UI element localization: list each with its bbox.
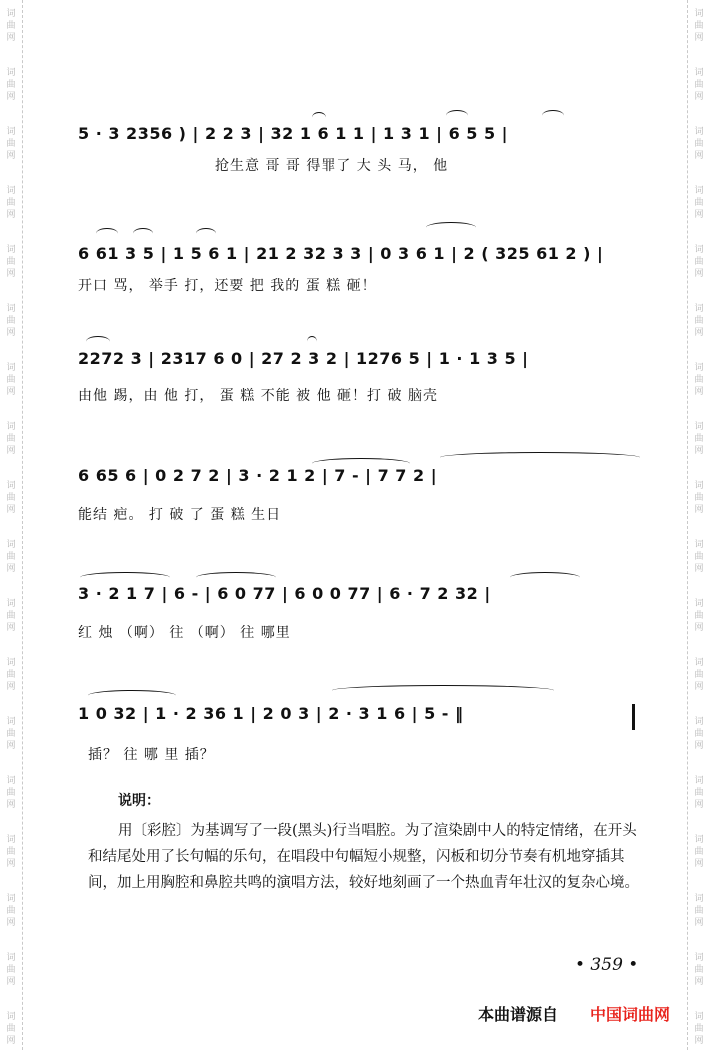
watermark-text: 词 曲 网 bbox=[6, 481, 16, 515]
watermark-text: 词 曲 网 bbox=[6, 953, 16, 987]
site-name-link[interactable]: 中国词曲网 bbox=[590, 1005, 671, 1024]
watermark-text: 词 曲 网 bbox=[6, 68, 16, 102]
watermark-text: 词 曲 网 bbox=[6, 422, 16, 456]
lyric-line: 由他 踢，由 他 打， 蛋 糕 不能 被 他 砸！打 破 脑壳 bbox=[78, 388, 438, 404]
watermark-text: 词 曲 网 bbox=[694, 1012, 704, 1046]
page-number: • 359 • bbox=[575, 955, 639, 975]
watermark-text: 词 曲 网 bbox=[6, 894, 16, 928]
slur-mark bbox=[196, 228, 216, 239]
watermark-text: 词 曲 网 bbox=[694, 894, 704, 928]
watermark-text: 词 曲 网 bbox=[694, 127, 704, 161]
slur-mark bbox=[133, 228, 153, 239]
slur-mark bbox=[88, 690, 176, 701]
watermark-text: 词 曲 网 bbox=[694, 304, 704, 338]
lyric-line: 能结 疤。 打 破 了 蛋 糕 生日 bbox=[78, 507, 282, 523]
numbered-notation-line: 1 0 32 | 1 · 2 36 1 | 2 0 3 | 2 · 3 1 6 | 5 - ‖ bbox=[78, 704, 464, 723]
numbered-notation-line: 5 · 3 2356 ) | 2 2 3 | 32 1 6 1 1 | 1 3 1 | 6 5 5 | bbox=[78, 124, 509, 143]
slur-mark bbox=[86, 336, 110, 347]
watermark-text: 词 曲 网 bbox=[6, 658, 16, 692]
source-label: 本曲谱源自 bbox=[478, 1005, 559, 1024]
watermark-text: 词 曲 网 bbox=[694, 9, 704, 43]
lyric-line: 开口 骂， 举手 打，还要 把 我的 蛋 糕 砸！ bbox=[78, 278, 377, 294]
watermark-text: 词 曲 网 bbox=[6, 304, 16, 338]
lyric-line: 抢生意 哥 哥 得罪了 大 头 马， 他 bbox=[215, 158, 449, 174]
slur-mark bbox=[440, 452, 640, 463]
slur-mark bbox=[312, 112, 326, 123]
slur-mark bbox=[307, 336, 317, 347]
thick-barline bbox=[632, 704, 635, 730]
watermark-text: 词 曲 网 bbox=[694, 186, 704, 220]
slur-mark bbox=[446, 110, 468, 121]
watermark-text: 词 曲 网 bbox=[6, 127, 16, 161]
slur-mark bbox=[96, 228, 118, 239]
left-watermark-strip bbox=[0, 0, 23, 1050]
watermark-text: 词 曲 网 bbox=[694, 599, 704, 633]
watermark-text: 词 曲 网 bbox=[6, 599, 16, 633]
watermark-text: 词 曲 网 bbox=[6, 835, 16, 869]
watermark-text: 词 曲 网 bbox=[694, 245, 704, 279]
slur-mark bbox=[80, 572, 170, 583]
explanation-title: 说明： bbox=[118, 793, 160, 809]
watermark-text: 词 曲 网 bbox=[694, 363, 704, 397]
slur-mark bbox=[312, 458, 410, 469]
watermark-text: 词 曲 网 bbox=[694, 481, 704, 515]
numbered-notation-line: 3 · 2 1 7 | 6 - | 6 0 77 | 6 0 0 77 | 6 · 7 2 32 | bbox=[78, 584, 491, 603]
watermark-text: 词 曲 网 bbox=[694, 68, 704, 102]
watermark-text: 词 曲 网 bbox=[694, 422, 704, 456]
watermark-text: 词 曲 网 bbox=[6, 540, 16, 574]
watermark-text: 词 曲 网 bbox=[694, 953, 704, 987]
slur-mark bbox=[510, 572, 580, 583]
watermark-text: 词 曲 网 bbox=[6, 245, 16, 279]
slur-mark bbox=[542, 110, 564, 121]
watermark-text: 词 曲 网 bbox=[694, 717, 704, 751]
watermark-text: 词 曲 网 bbox=[694, 776, 704, 810]
explanation-text: 用〔彩腔〕为基调写了一段(黑头)行当唱腔。为了渲染剧中人的特定情绪，在开头和结尾处用了长句幅的乐句，在唱段中句幅短小规整，闪板和切分节奏有机地穿插其间，加上用胸腔和鼻腔共鸣的演唱方法，较好地刻画了一个热血青年壮汉的复杂心境。 bbox=[88, 823, 639, 891]
watermark-text: 词 曲 网 bbox=[6, 717, 16, 751]
watermark-text: 词 曲 网 bbox=[6, 9, 16, 43]
slur-mark bbox=[196, 572, 276, 583]
numbered-notation-line: 6 65 6 | 0 2 7 2 | 3 · 2 1 2 | 7 - | 7 7 2 | bbox=[78, 466, 438, 485]
watermark-text: 词 曲 网 bbox=[694, 835, 704, 869]
watermark-text: 词 曲 网 bbox=[6, 186, 16, 220]
watermark-text: 词 曲 网 bbox=[694, 540, 704, 574]
numbered-notation-line: 2272 3 | 2317 6 0 | 27 2 3 2 | 1276 5 | 1 · 1 3 5 | bbox=[78, 349, 529, 368]
watermark-text: 词 曲 网 bbox=[6, 363, 16, 397]
lyric-line: 红 烛 （啊） 往 （啊） 往 哪里 bbox=[78, 625, 291, 641]
watermark-text: 词 曲 网 bbox=[6, 776, 16, 810]
right-watermark-strip bbox=[687, 0, 710, 1050]
slur-mark bbox=[332, 685, 554, 696]
watermark-text: 词 曲 网 bbox=[6, 1012, 16, 1046]
numbered-notation-line: 6 61 3 5 | 1 5 6 1 | 21 2 32 3 3 | 0 3 6 1 | 2 ( 325 61 2 ) | bbox=[78, 244, 604, 263]
watermark-text: 词 曲 网 bbox=[694, 658, 704, 692]
slur-mark bbox=[426, 222, 476, 233]
lyric-line: 插？ 往 哪 里 插？ bbox=[88, 747, 215, 763]
